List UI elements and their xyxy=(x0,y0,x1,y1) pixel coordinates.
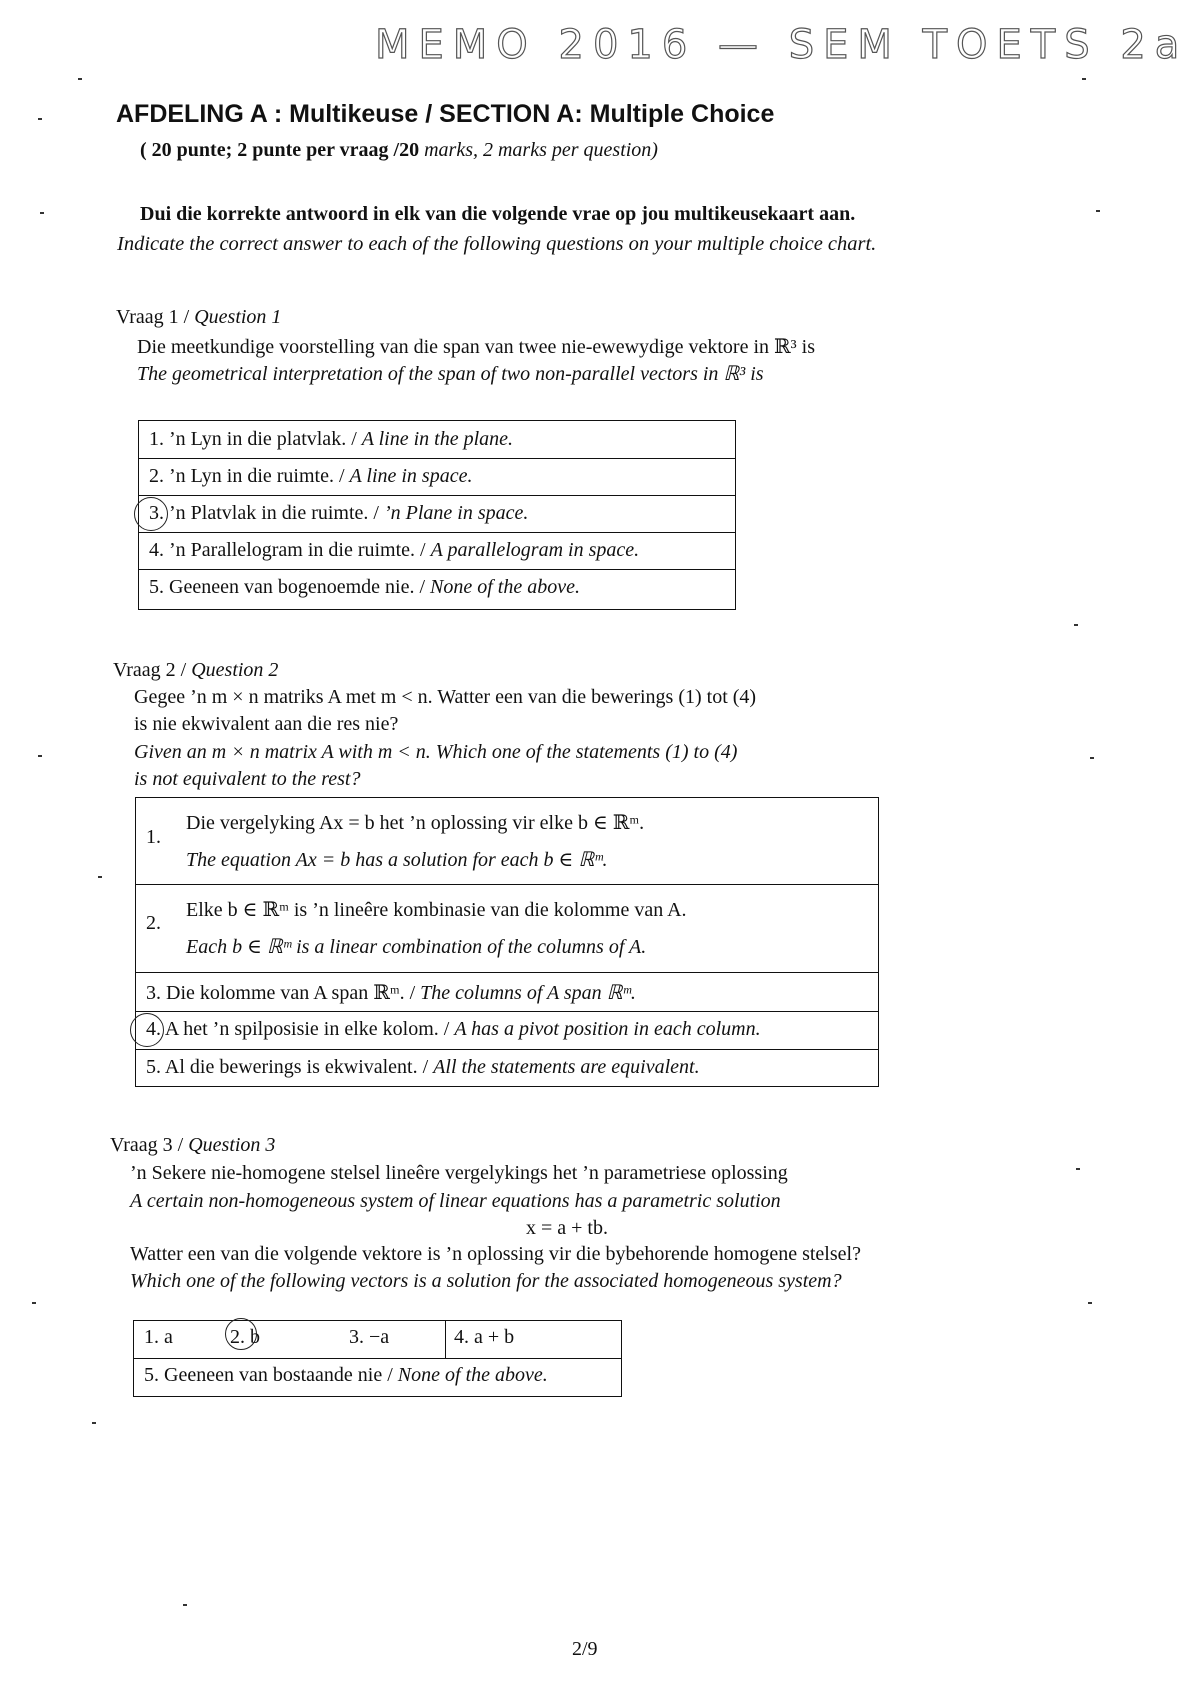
q3-text-en-1: A certain non-homogeneous system of linear equations has a parametric solution xyxy=(130,1190,781,1212)
q1-row-divider xyxy=(139,458,735,459)
q3-heading xyxy=(110,1134,275,1157)
q3-option-5-en: None of the above. xyxy=(397,1364,548,1386)
scan-speck xyxy=(38,755,42,757)
scan-speck xyxy=(1082,78,1086,80)
q1-option-1-af: ’n Lyn in die platvlak. / xyxy=(164,428,362,450)
q3-option-1[interactable] xyxy=(144,1326,214,1349)
q3-label-af: Vraag 3 / xyxy=(110,1134,189,1156)
q2-label-af: Vraag 2 / xyxy=(113,659,192,681)
q1-label-en: Question 1 xyxy=(194,306,282,328)
q3-text-en-2: Which one of the following vectors is a solution for the associated homogeneous system? xyxy=(130,1270,842,1292)
scan-speck xyxy=(40,212,44,214)
scan-speck xyxy=(92,1422,96,1424)
q1-option-1-num: 1. xyxy=(149,428,164,450)
q2-text-af-1: Gegee ’n m × n matriks A met m < n. Watter een van die bewerings (1) tot (4) xyxy=(134,686,757,708)
q2-option-1-num: 1. xyxy=(146,826,161,848)
q1-option-5-num: 5. xyxy=(149,576,164,598)
q3-option-4-val: a + b xyxy=(474,1326,515,1348)
q2-options-table xyxy=(135,797,879,1087)
q1-label-af: Vraag 1 / xyxy=(116,306,195,328)
q3-option-5-af: 5. Geeneen van bostaande nie / xyxy=(144,1364,398,1386)
q3-option-1-val: a xyxy=(164,1326,173,1348)
q1-option-4[interactable] xyxy=(149,539,735,562)
answer-circle-mark xyxy=(225,1318,257,1350)
q1-option-3-en: ’n Plane in space. xyxy=(383,502,529,524)
q3-text-af-1: ’n Sekere nie-homogene stelsel lineêre vergelykings het ’n parametriese oplossing xyxy=(130,1162,788,1184)
q3-text-af-2: Watter een van die volgende vektore is ’n oplossing vir die bybehorende homogene stelsel? xyxy=(130,1243,861,1265)
q1-heading xyxy=(116,306,281,329)
q1-option-2-en: A line in space. xyxy=(349,465,473,487)
q2-option-4-af: A het ’n spilposisie in elke kolom. / xyxy=(161,1018,455,1040)
q2-option-3-num: 3. xyxy=(146,982,161,1004)
q3-option-4-num: 4. xyxy=(454,1326,469,1348)
q1-option-5-en: None of the above. xyxy=(430,576,580,598)
q3-cell-divider xyxy=(445,1321,446,1358)
q1-options-table xyxy=(138,420,736,610)
instruction-en: Indicate the correct answer to each of the following questions on your multiple choice chart. xyxy=(117,233,877,255)
q2-option-5[interactable] xyxy=(146,1056,878,1079)
scan-speck xyxy=(1088,1302,1092,1304)
q2-option-3[interactable] xyxy=(146,980,878,1005)
q2-option-3-en: The columns of A span ℝᵐ. xyxy=(420,982,636,1004)
answer-circle-mark xyxy=(130,1013,164,1047)
scan-speck xyxy=(183,1604,187,1606)
marks-en: marks, 2 marks per question) xyxy=(424,139,658,161)
answer-circle-mark xyxy=(134,497,168,531)
q3-label-en: Question 3 xyxy=(188,1134,276,1156)
q1-text-en: The geometrical interpretation of the span of two non-parallel vectors in ℝ³ is xyxy=(137,363,764,385)
q2-text-af-2: is nie ekwivalent aan die res nie? xyxy=(134,713,399,735)
q3-option-1-num: 1. xyxy=(144,1326,159,1348)
q2-option-5-num: 5. xyxy=(146,1056,161,1078)
section-marks xyxy=(140,139,658,162)
q2-option-4-en: A has a pivot position in each column. xyxy=(454,1018,761,1040)
scan-speck xyxy=(1096,210,1100,212)
q3-option-5[interactable] xyxy=(144,1364,621,1387)
q1-option-5[interactable] xyxy=(149,576,735,599)
q1-option-1-en: A line in the plane. xyxy=(361,428,514,450)
q2-row-divider xyxy=(136,1011,878,1012)
q2-option-5-en: All the statements are equivalent. xyxy=(433,1056,700,1078)
q3-row-divider xyxy=(134,1358,621,1359)
scan-speck xyxy=(78,78,82,80)
scan-speck xyxy=(1076,1168,1080,1170)
q1-option-2-af: ’n Lyn in die ruimte. / xyxy=(164,465,350,487)
q3-option-3-num: 3. xyxy=(349,1326,364,1348)
q2-option-3-af: Die kolomme van A span ℝᵐ. / xyxy=(161,982,421,1004)
q2-option-2-af[interactable]: Elke b ∈ ℝᵐ is ’n lineêre kombinasie van die kolomme van A. xyxy=(186,899,687,921)
q1-option-3-af: ’n Platvlak in die ruimte. / xyxy=(164,502,384,524)
scan-speck xyxy=(32,1302,36,1304)
q2-option-2-num: 2. xyxy=(146,912,161,934)
q2-label-en: Question 2 xyxy=(191,659,279,681)
q3-formula: x = a + tb. xyxy=(526,1217,608,1239)
q2-option-1-en[interactable]: The equation Ax = b has a solution for each b ∈ ℝᵐ. xyxy=(186,849,608,871)
instruction-af: Dui die korrekte antwoord in elk van die volgende vrae op jou multikeusekaart aan. xyxy=(140,203,856,225)
q2-row-divider xyxy=(136,972,878,973)
q1-row-divider xyxy=(139,495,735,496)
q1-option-4-af: ’n Parallelogram in die ruimte. / xyxy=(164,539,431,561)
q3-option-3-val: −a xyxy=(369,1326,390,1348)
q1-option-2[interactable] xyxy=(149,465,735,488)
q2-heading xyxy=(113,659,278,682)
handwritten-memo-header: MEMO 2016 — SEM TOETS 2a xyxy=(375,22,1189,68)
q1-option-1[interactable] xyxy=(149,428,735,451)
q2-option-4-num: 4. xyxy=(146,1018,161,1040)
q2-row-divider xyxy=(136,1049,878,1050)
scan-speck xyxy=(1090,757,1094,759)
q1-row-divider xyxy=(139,532,735,533)
scan-speck xyxy=(1074,624,1078,626)
q2-option-1-af[interactable]: Die vergelyking Ax = b het ’n oplossing vir elke b ∈ ℝᵐ. xyxy=(186,812,645,834)
scan-speck xyxy=(98,876,102,878)
q1-option-5-af: Geeneen van bogenoemde nie. / xyxy=(164,576,431,598)
scan-speck xyxy=(38,118,42,120)
q3-option-4[interactable] xyxy=(454,1326,604,1349)
q2-text-en-1: Given an m × n matrix A with m < n. Which one of the statements (1) to (4) xyxy=(134,741,738,763)
q2-option-2-en[interactable]: Each b ∈ ℝᵐ is a linear combination of the columns of A. xyxy=(186,936,647,958)
q3-option-2-num: 2. xyxy=(230,1326,245,1348)
section-title: AFDELING A : Multikeuse / SECTION A: Multiple Choice xyxy=(116,100,775,128)
q3-option-2-val: b xyxy=(250,1326,260,1348)
q3-option-3[interactable] xyxy=(349,1326,439,1349)
q1-option-3-num: 3. xyxy=(149,502,164,524)
q2-text-en-2: is not equivalent to the rest? xyxy=(134,768,361,790)
q2-option-4[interactable] xyxy=(146,1018,878,1041)
q2-row-divider xyxy=(136,884,878,885)
q1-option-4-num: 4. xyxy=(149,539,164,561)
page-number: 2/9 xyxy=(572,1638,598,1660)
q1-text-af: Die meetkundige voorstelling van die span van twee nie-ewewydige vektore in ℝ³ is xyxy=(137,336,815,358)
q3-options-table xyxy=(133,1320,622,1397)
q2-option-5-af: Al die bewerings is ekwivalent. / xyxy=(161,1056,434,1078)
q1-option-3[interactable] xyxy=(149,502,735,525)
marks-af: ( 20 punte; 2 punte per vraag /20 xyxy=(140,139,425,161)
q1-row-divider xyxy=(139,569,735,570)
q1-option-2-num: 2. xyxy=(149,465,164,487)
q1-option-4-en: A parallelogram in space. xyxy=(430,539,640,561)
